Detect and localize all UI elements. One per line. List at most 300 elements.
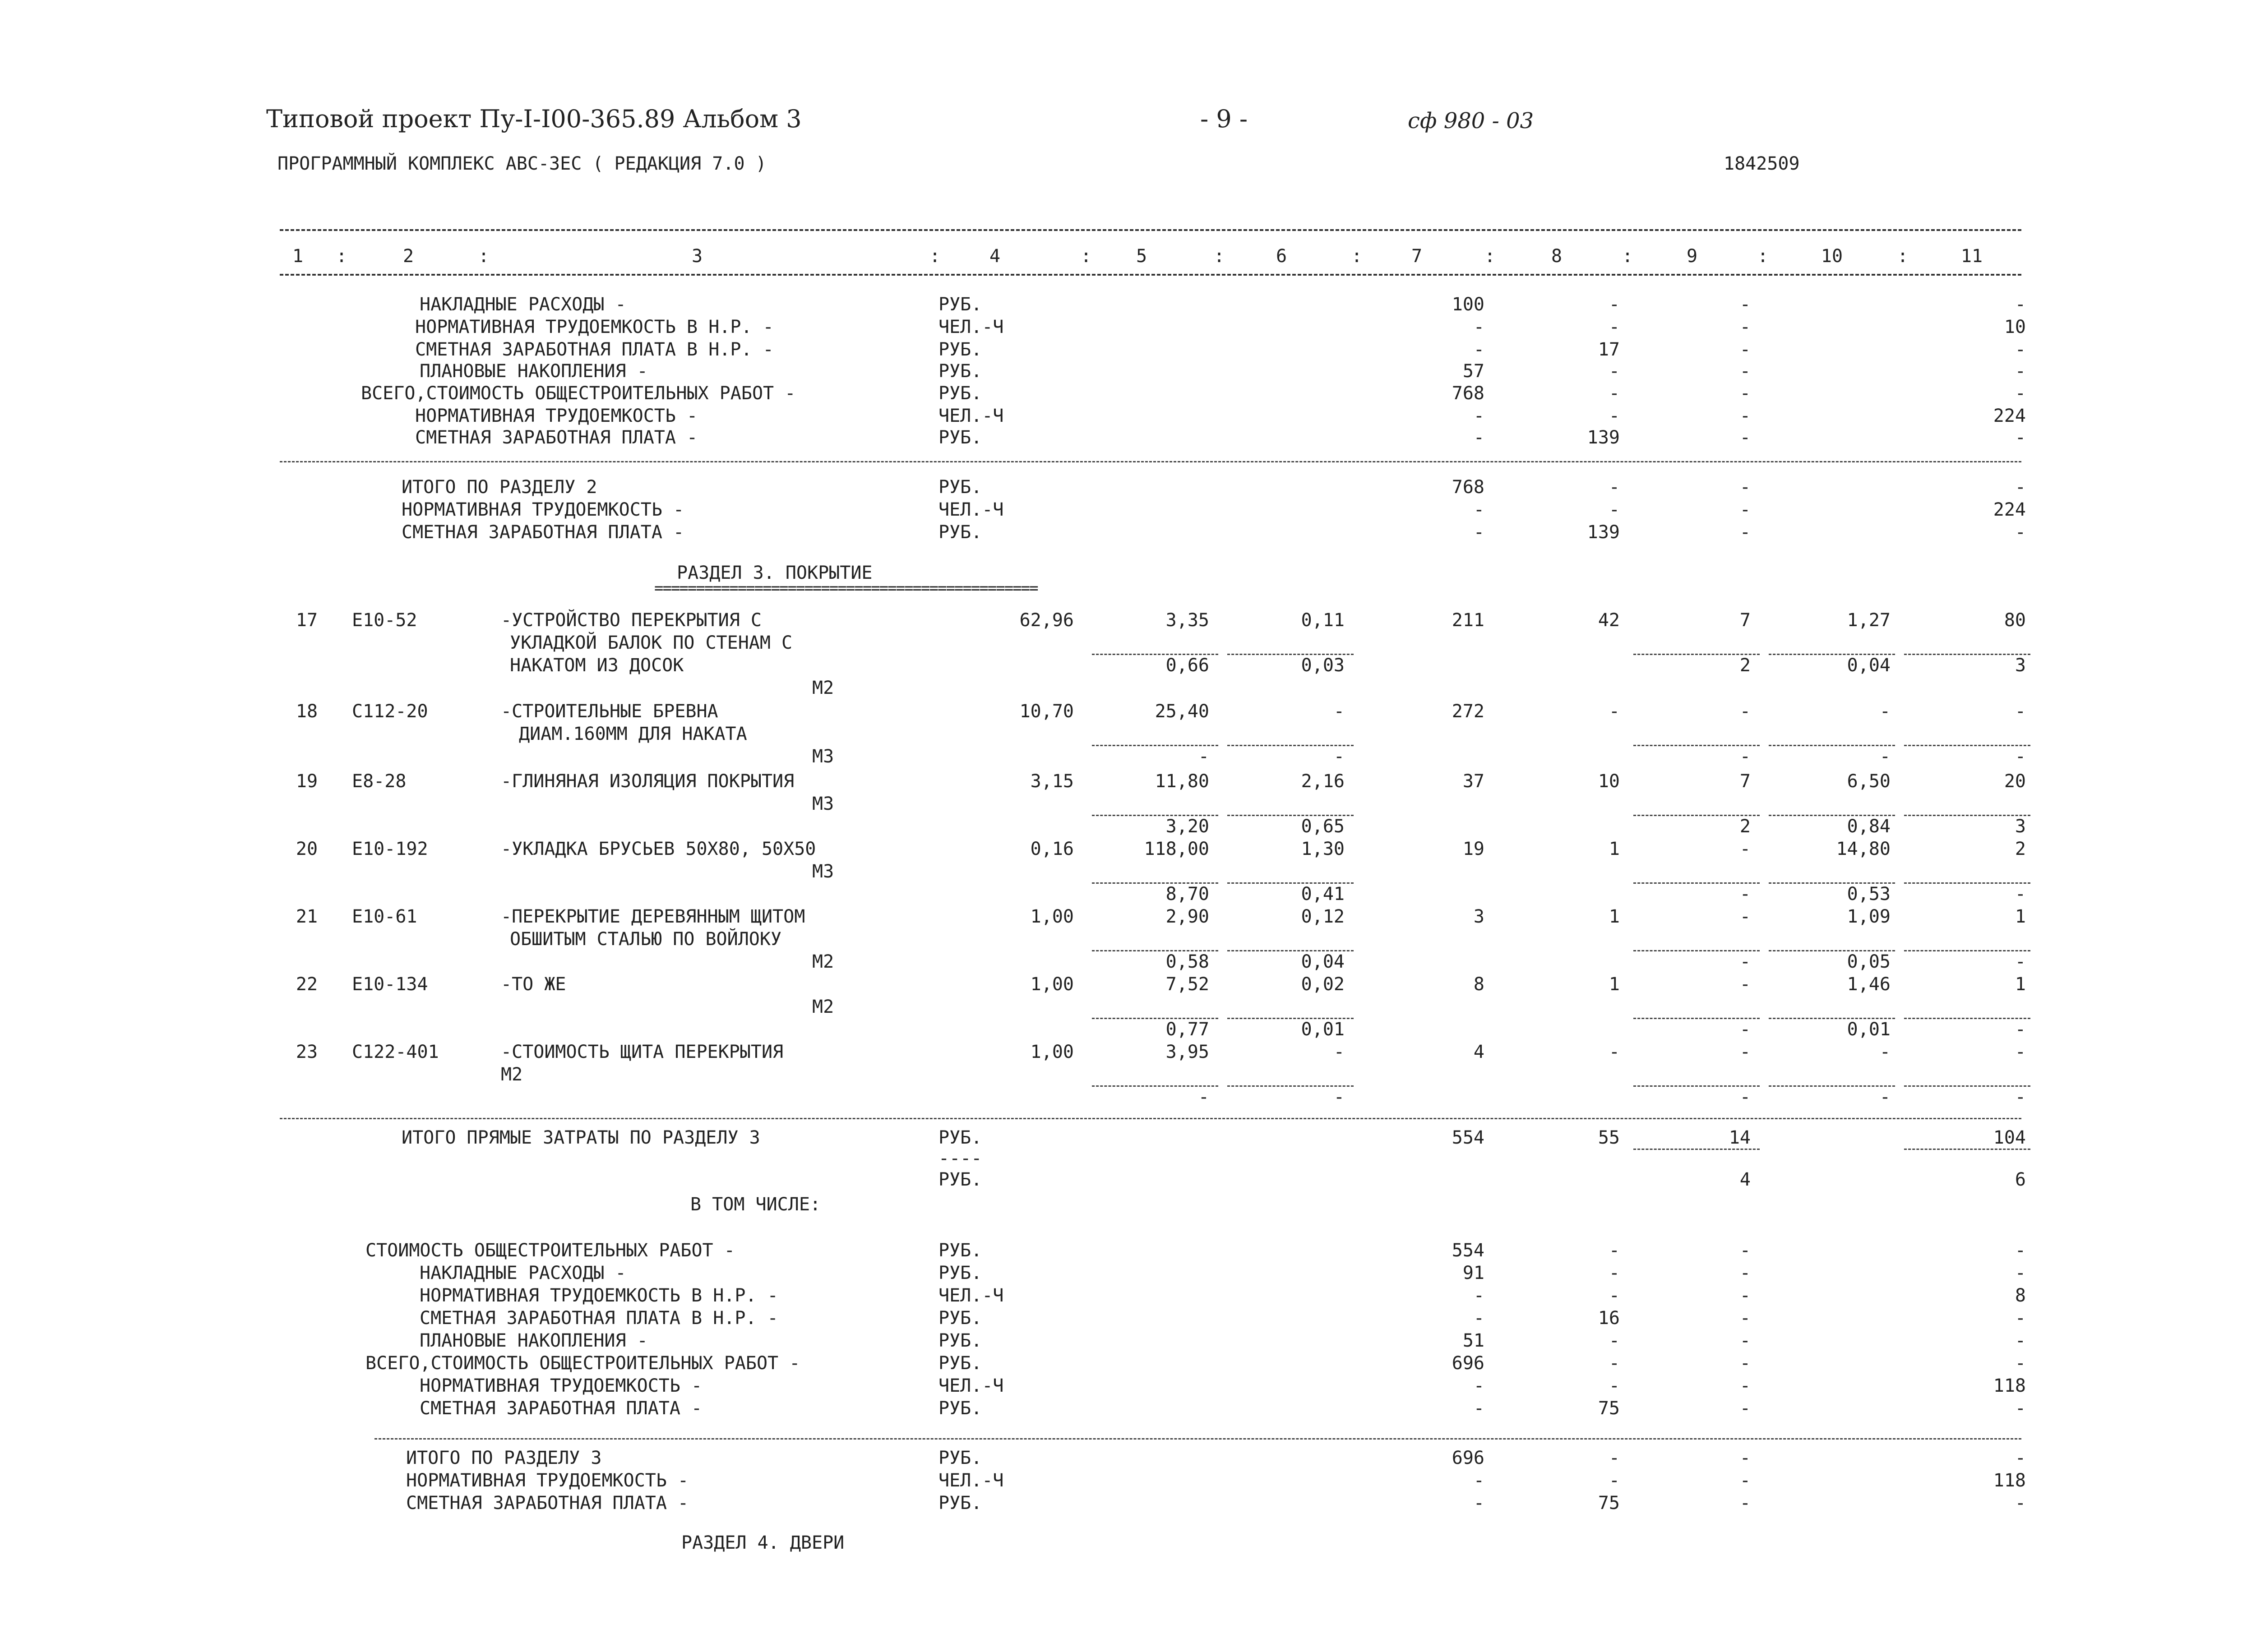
cell-c11: 3: [2015, 655, 2026, 676]
cell-c11: -: [2015, 1448, 2026, 1468]
cell-c7: 554: [1452, 1240, 1484, 1261]
row-label: ИТОГО ПО РАЗДЕЛУ 3: [406, 1448, 602, 1468]
cell-c2: Е10-134: [352, 974, 428, 995]
cell-c5: 25,40: [1155, 701, 1209, 722]
cell-c7: 272: [1452, 701, 1484, 722]
cell-c4: 1,00: [1030, 974, 1074, 995]
unit-cell: РУБ.: [938, 383, 982, 404]
cell-c11: -: [2015, 746, 2026, 767]
cell-c9: 4: [1739, 1169, 1751, 1190]
row-label: В ТОМ ЧИСЛЕ:: [690, 1194, 821, 1215]
row-label: М3: [812, 861, 834, 882]
unit-cell: ЧЕЛ.-Ч: [938, 1375, 1004, 1396]
unit-cell: РУБ.: [938, 1169, 982, 1190]
cell-c5: -: [1198, 746, 1209, 767]
row-label: ВСЕГО,СТОИМОСТЬ ОБЩЕСТРОИТЕЛЬНЫХ РАБОТ -: [365, 1353, 800, 1374]
cell-c11: -: [2015, 1263, 2026, 1283]
cell-c4: 3,15: [1030, 771, 1074, 792]
cell-c8: -: [1609, 1470, 1620, 1491]
cell-c6: 2,16: [1301, 771, 1345, 792]
row-label: НОРМАТИВНАЯ ТРУДОЕМКОСТЬ -: [402, 499, 684, 520]
cell-c7: -: [1473, 1375, 1484, 1396]
row-label: НОРМАТИВНАЯ ТРУДОЕМКОСТЬ -: [415, 406, 698, 426]
row-label: ИТОГО ПРЯМЫЕ ЗАТРАТЫ ПО РАЗДЕЛУ 3: [402, 1127, 760, 1148]
cell-c11: 118: [1993, 1470, 2026, 1491]
cell-c10: 0,01: [1847, 1019, 1891, 1040]
value-underline: [1633, 815, 1760, 816]
value-underline: [1769, 950, 1895, 951]
cell-c7: -: [1473, 406, 1484, 426]
cell-c11: -: [2015, 1330, 2026, 1351]
value-underline: [1904, 1018, 2030, 1019]
cell-c8: 139: [1587, 522, 1620, 543]
cell-c10: 14,80: [1836, 839, 1891, 859]
cell-c9: -: [1739, 477, 1751, 498]
cell-c11: 10: [2004, 317, 2026, 337]
row-label: УКЛАДКОЙ БАЛОК ПО СТЕНАМ С: [510, 632, 793, 653]
value-underline: [1904, 815, 2030, 816]
cell-c6: -: [1333, 746, 1345, 767]
cell-c1: 19: [296, 771, 318, 792]
cell-c9: -: [1739, 951, 1751, 972]
section-divider: [280, 461, 2021, 462]
cell-c9: -: [1739, 1285, 1751, 1306]
value-underline: [1227, 1085, 1354, 1087]
cell-c10: -: [1879, 1042, 1891, 1062]
unit-cell: РУБ.: [938, 339, 982, 360]
cell-c8: 17: [1598, 339, 1620, 360]
cell-c7: -: [1473, 1285, 1484, 1306]
value-underline: [1769, 654, 1895, 655]
cell-c10: -: [1879, 746, 1891, 767]
unit-cell: РУБ.: [938, 427, 982, 448]
value-underline: [1227, 1018, 1354, 1019]
cell-c7: -: [1473, 1308, 1484, 1329]
cell-c9: -: [1739, 499, 1751, 520]
column-separator: :: [1351, 246, 1363, 267]
cell-c5: 3,20: [1165, 816, 1209, 837]
cell-c7: 768: [1452, 383, 1484, 404]
cell-c1: 21: [296, 906, 318, 927]
cell-c11: -: [2015, 701, 2026, 722]
row-label: СМЕТНАЯ ЗАРАБОТНАЯ ПЛАТА В Н.Р. -: [420, 1308, 778, 1329]
cell-c8: -: [1609, 477, 1620, 498]
cell-c11: 224: [1993, 406, 2026, 426]
unit-cell: ЧЕЛ.-Ч: [938, 499, 1004, 520]
cell-c7: -: [1473, 317, 1484, 337]
cell-c7: -: [1473, 522, 1484, 543]
unit-cell: РУБ.: [938, 522, 982, 543]
cell-c9: -: [1739, 1375, 1751, 1396]
cell-c7: 696: [1452, 1448, 1484, 1468]
cell-c11: -: [2015, 294, 2026, 315]
handwritten-code: сф 980 - 03: [1408, 108, 1534, 134]
document-number: 1842509: [1724, 153, 1800, 174]
cell-c1: 18: [296, 701, 318, 722]
value-underline: [1092, 815, 1218, 816]
cell-c8: -: [1609, 294, 1620, 315]
column-header: 8: [1551, 246, 1563, 267]
cell-c10: 6,50: [1847, 771, 1891, 792]
cell-c9: -: [1739, 1308, 1751, 1329]
row-label: НОРМАТИВНАЯ ТРУДОЕМКОСТЬ -: [406, 1470, 689, 1491]
cell-c9: 7: [1739, 771, 1751, 792]
unit-cell: ----: [938, 1148, 982, 1169]
value-underline: [1227, 815, 1354, 816]
value-underline: [1092, 950, 1218, 951]
cell-c6: -: [1333, 1087, 1345, 1107]
cell-c11: -: [2015, 522, 2026, 543]
cell-c1: 22: [296, 974, 318, 995]
cell-c8: 42: [1598, 610, 1620, 631]
cell-c5: 7,52: [1165, 974, 1209, 995]
cell-c7: -: [1473, 1398, 1484, 1419]
cell-c4: 0,16: [1030, 839, 1074, 859]
row-label: НАКЛАДНЫЕ РАСХОДЫ -: [420, 294, 626, 315]
row-label: НОРМАТИВНАЯ ТРУДОЕМКОСТЬ -: [420, 1375, 703, 1396]
cell-c9: -: [1739, 522, 1751, 543]
cell-c7: 57: [1462, 361, 1484, 382]
cell-c8: -: [1609, 1042, 1620, 1062]
column-separator: :: [1081, 246, 1092, 267]
row-label: М2: [812, 678, 834, 698]
row-label: М2: [812, 997, 834, 1017]
unit-cell: РУБ.: [938, 477, 982, 498]
cell-c9: 2: [1739, 816, 1751, 837]
cell-c7: 3: [1473, 906, 1484, 927]
cell-c7: 4: [1473, 1042, 1484, 1062]
value-underline: [1633, 882, 1760, 884]
value-underline: [1227, 745, 1354, 746]
cell-c11: -: [2015, 1308, 2026, 1329]
cell-c8: -: [1609, 1263, 1620, 1283]
value-underline: [1904, 745, 2030, 746]
unit-cell: РУБ.: [938, 1398, 982, 1419]
column-header: 6: [1276, 246, 1287, 267]
cell-c8: -: [1609, 383, 1620, 404]
cell-c2: Е10-61: [352, 906, 417, 927]
cell-c9: -: [1739, 1330, 1751, 1351]
row-label: -УСТРОЙСТВО ПЕРЕКРЫТИЯ С: [501, 610, 762, 631]
column-header: 1: [292, 246, 304, 267]
row-label: НОРМАТИВНАЯ ТРУДОЕМКОСТЬ В Н.Р. -: [420, 1285, 778, 1306]
cell-c7: 696: [1452, 1353, 1484, 1374]
cell-c7: 554: [1452, 1127, 1484, 1148]
cell-c9: -: [1739, 746, 1751, 767]
row-label: СТОИМОСТЬ ОБЩЕСТРОИТЕЛЬНЫХ РАБОТ -: [365, 1240, 735, 1261]
cell-c10: 0,05: [1847, 951, 1891, 972]
row-label: -ПЕРЕКРЫТИЕ ДЕРЕВЯННЫМ ЩИТОМ: [501, 906, 805, 927]
unit-cell: ЧЕЛ.-Ч: [938, 1285, 1004, 1306]
cell-c4: 1,00: [1030, 906, 1074, 927]
unit-cell: РУБ.: [938, 1353, 982, 1374]
cell-c8: -: [1609, 317, 1620, 337]
table-top-rule: [280, 229, 2021, 231]
row-label: ИТОГО ПО РАЗДЕЛУ 2: [402, 477, 597, 498]
cell-c8: 75: [1598, 1398, 1620, 1419]
cell-c11: 20: [2004, 771, 2026, 792]
column-header: 7: [1411, 246, 1423, 267]
row-label: НАКЛАДНЫЕ РАСХОДЫ -: [420, 1263, 626, 1283]
column-separator: :: [478, 246, 490, 267]
cell-c8: 1: [1609, 906, 1620, 927]
cell-c7: 768: [1452, 477, 1484, 498]
cell-c8: -: [1609, 406, 1620, 426]
cell-c11: -: [2015, 951, 2026, 972]
cell-c11: -: [2015, 477, 2026, 498]
cell-c8: -: [1609, 1353, 1620, 1374]
cell-c9: -: [1739, 1087, 1751, 1107]
cell-c9: -: [1739, 839, 1751, 859]
column-header: 3: [691, 246, 703, 267]
cell-c9: -: [1739, 339, 1751, 360]
cell-c11: -: [2015, 1240, 2026, 1261]
section-divider: [374, 1438, 2021, 1440]
cell-c10: -: [1879, 701, 1891, 722]
cell-c11: -: [2015, 1353, 2026, 1374]
unit-cell: ЧЕЛ.-Ч: [938, 1470, 1004, 1491]
row-label: М3: [812, 746, 834, 767]
value-underline: [1092, 1085, 1218, 1087]
row-label: СМЕТНАЯ ЗАРАБОТНАЯ ПЛАТА -: [402, 522, 684, 543]
row-label: ДИАМ.160ММ ДЛЯ НАКАТА: [519, 724, 747, 744]
cell-c5: -: [1198, 1087, 1209, 1107]
cell-c7: -: [1473, 1470, 1484, 1491]
value-underline: [1227, 882, 1354, 884]
cell-c10: -: [1879, 1087, 1891, 1107]
cell-c9: 14: [1729, 1127, 1751, 1148]
cell-c9: -: [1739, 884, 1751, 904]
cell-c11: -: [2015, 339, 2026, 360]
cell-c11: -: [2015, 1398, 2026, 1419]
cell-c5: 2,90: [1165, 906, 1209, 927]
cell-c9: -: [1739, 906, 1751, 927]
cell-c8: 1: [1609, 974, 1620, 995]
value-underline: [1092, 1018, 1218, 1019]
cell-c11: -: [2015, 1042, 2026, 1062]
row-label: -СТОИМОСТЬ ЩИТА ПЕРЕКРЫТИЯ: [501, 1042, 784, 1062]
row-label: СМЕТНАЯ ЗАРАБОТНАЯ ПЛАТА В Н.Р. -: [415, 339, 774, 360]
column-header: 2: [402, 246, 414, 267]
cell-c9: -: [1739, 1240, 1751, 1261]
cell-c7: -: [1473, 339, 1484, 360]
cell-c9: -: [1739, 361, 1751, 382]
cell-c11: -: [2015, 884, 2026, 904]
cell-c6: -: [1333, 1042, 1345, 1062]
column-separator: :: [1484, 246, 1496, 267]
software-line: ПРОГРАММНЫЙ КОМПЛЕКС АВС-3ЕС ( РЕДАКЦИЯ 7.0 ): [277, 153, 767, 174]
cell-c7: -: [1473, 427, 1484, 448]
cell-c11: 3: [2015, 816, 2026, 837]
cell-c5: 118,00: [1144, 839, 1209, 859]
cell-c6: 0,01: [1301, 1019, 1345, 1040]
cell-c5: 0,77: [1165, 1019, 1209, 1040]
cell-c9: -: [1739, 1448, 1751, 1468]
cell-c1: 23: [296, 1042, 318, 1062]
cell-c6: 0,65: [1301, 816, 1345, 837]
column-separator: :: [1214, 246, 1225, 267]
cell-c10: 0,53: [1847, 884, 1891, 904]
cell-c6: 0,41: [1301, 884, 1345, 904]
cell-c9: -: [1739, 1019, 1751, 1040]
value-underline: [1633, 654, 1760, 655]
column-separator: :: [1757, 246, 1769, 267]
row-label: НАКАТОМ ИЗ ДОСОК: [510, 655, 684, 676]
cell-c9: -: [1739, 1470, 1751, 1491]
value-underline: [1769, 1018, 1895, 1019]
cell-c9: -: [1739, 974, 1751, 995]
row-label: М2: [812, 951, 834, 972]
unit-cell: РУБ.: [938, 1330, 982, 1351]
cell-c4: 62,96: [1019, 610, 1074, 631]
cell-c9: -: [1739, 317, 1751, 337]
section-divider: [280, 1118, 2021, 1119]
cell-c9: -: [1739, 1398, 1751, 1419]
cell-c10: 1,46: [1847, 974, 1891, 995]
row-label: -ТО ЖЕ: [501, 974, 566, 995]
row-label: -ГЛИНЯНАЯ ИЗОЛЯЦИЯ ПОКРЫТИЯ: [501, 771, 795, 792]
cell-c8: -: [1609, 1330, 1620, 1351]
unit-cell: РУБ.: [938, 1127, 982, 1148]
cell-c10: 1,27: [1847, 610, 1891, 631]
unit-cell: ЧЕЛ.-Ч: [938, 406, 1004, 426]
value-underline: [1904, 950, 2030, 951]
cell-c8: -: [1609, 1240, 1620, 1261]
cell-c11: -: [2015, 427, 2026, 448]
cell-c5: 3,95: [1165, 1042, 1209, 1062]
cell-c8: -: [1609, 701, 1620, 722]
unit-cell: РУБ.: [938, 361, 982, 382]
cell-c5: 8,70: [1165, 884, 1209, 904]
cell-c11: 118: [1993, 1375, 2026, 1396]
page-number: - 9 -: [1200, 105, 1248, 133]
value-underline: [1633, 950, 1760, 951]
row-label: РАЗДЕЛ 4. ДВЕРИ: [681, 1532, 845, 1553]
cell-c9: -: [1739, 1493, 1751, 1514]
value-underline: [1633, 1149, 1760, 1150]
row-label: М2: [501, 1064, 523, 1085]
cell-c11: 6: [2015, 1169, 2026, 1190]
cell-c5: 3,35: [1165, 610, 1209, 631]
cell-c8: -: [1609, 1375, 1620, 1396]
cell-c2: Е10-52: [352, 610, 417, 631]
cell-c5: 11,80: [1155, 771, 1209, 792]
cell-c11: 1: [2015, 906, 2026, 927]
cell-c6: 0,02: [1301, 974, 1345, 995]
cell-c11: 224: [1993, 499, 2026, 520]
cell-c11: -: [2015, 1019, 2026, 1040]
row-label: СМЕТНАЯ ЗАРАБОТНАЯ ПЛАТА -: [420, 1398, 703, 1419]
cell-c5: 0,66: [1165, 655, 1209, 676]
cell-c8: -: [1609, 361, 1620, 382]
cell-c9: -: [1739, 701, 1751, 722]
cell-c6: 1,30: [1301, 839, 1345, 859]
cell-c1: 20: [296, 839, 318, 859]
cell-c7: 91: [1462, 1263, 1484, 1283]
value-underline: [1092, 654, 1218, 655]
cell-c11: -: [2015, 1087, 2026, 1107]
cell-c1: 17: [296, 610, 318, 631]
cell-c8: 55: [1598, 1127, 1620, 1148]
cell-c6: 0,12: [1301, 906, 1345, 927]
cell-c8: -: [1609, 1448, 1620, 1468]
row-label: ПЛАНОВЫЕ НАКОПЛЕНИЯ -: [420, 361, 648, 382]
row-label: -СТРОИТЕЛЬНЫЕ БРЕВНА: [501, 701, 718, 722]
cell-c8: 16: [1598, 1308, 1620, 1329]
cell-c7: 37: [1462, 771, 1484, 792]
cell-c10: 0,84: [1847, 816, 1891, 837]
unit-cell: РУБ.: [938, 1308, 982, 1329]
cell-c10: 1,09: [1847, 906, 1891, 927]
unit-cell: РУБ.: [938, 1493, 982, 1514]
cell-c6: -: [1333, 701, 1345, 722]
cell-c9: 2: [1739, 655, 1751, 676]
cell-c11: 2: [2015, 839, 2026, 859]
unit-cell: РУБ.: [938, 1263, 982, 1283]
value-underline: [1633, 745, 1760, 746]
cell-c2: С112-20: [352, 701, 428, 722]
value-underline: [1769, 1085, 1895, 1087]
cell-c7: 100: [1452, 294, 1484, 315]
cell-c7: -: [1473, 499, 1484, 520]
cell-c11: 104: [1993, 1127, 2026, 1148]
cell-c2: Е10-192: [352, 839, 428, 859]
row-label: СМЕТНАЯ ЗАРАБОТНАЯ ПЛАТА -: [415, 427, 698, 448]
cell-c2: С122-401: [352, 1042, 439, 1062]
cell-c5: 0,58: [1165, 951, 1209, 972]
unit-cell: ЧЕЛ.-Ч: [938, 317, 1004, 337]
cell-c9: -: [1739, 1353, 1751, 1374]
section-underline: ==============================================: [654, 579, 1038, 597]
row-label: ВСЕГО,СТОИМОСТЬ ОБЩЕСТРОИТЕЛЬНЫХ РАБОТ -: [361, 383, 796, 404]
row-label: ПЛАНОВЫЕ НАКОПЛЕНИЯ -: [420, 1330, 648, 1351]
cell-c2: Е8-28: [352, 771, 407, 792]
column-separator: :: [1622, 246, 1633, 267]
cell-c11: 80: [2004, 610, 2026, 631]
cell-c8: 10: [1598, 771, 1620, 792]
cell-c7: 19: [1462, 839, 1484, 859]
cell-c11: 1: [2015, 974, 2026, 995]
cell-c6: 0,03: [1301, 655, 1345, 676]
value-underline: [1904, 1085, 2030, 1087]
cell-c9: -: [1739, 406, 1751, 426]
cell-c8: 139: [1587, 427, 1620, 448]
column-separator: :: [1897, 246, 1909, 267]
value-underline: [1769, 882, 1895, 884]
cell-c4: 10,70: [1019, 701, 1074, 722]
row-label: РАЗДЕЛ 3. ПОКРЫТИЕ: [677, 563, 873, 583]
row-label: ОБШИТЫМ СТАЛЬЮ ПО ВОЙЛОКУ: [510, 929, 782, 950]
column-separator: :: [336, 246, 347, 267]
cell-c6: 0,04: [1301, 951, 1345, 972]
cell-c7: -: [1473, 1493, 1484, 1514]
cell-c9: -: [1739, 427, 1751, 448]
column-header: 9: [1686, 246, 1698, 267]
row-label: -УКЛАДКА БРУСЬЕВ 50Х80, 50Х50: [501, 839, 816, 859]
unit-cell: РУБ.: [938, 1240, 982, 1261]
cell-c9: 7: [1739, 610, 1751, 631]
cell-c10: 0,04: [1847, 655, 1891, 676]
value-underline: [1092, 882, 1218, 884]
cell-c9: -: [1739, 1042, 1751, 1062]
cell-c9: -: [1739, 383, 1751, 404]
value-underline: [1769, 745, 1895, 746]
project-title: Типовой проект Пу-I-I00-365.89 Альбом 3: [266, 105, 802, 133]
cell-c7: 51: [1462, 1330, 1484, 1351]
value-underline: [1227, 654, 1354, 655]
cell-c11: -: [2015, 361, 2026, 382]
column-header: 4: [989, 246, 1001, 267]
